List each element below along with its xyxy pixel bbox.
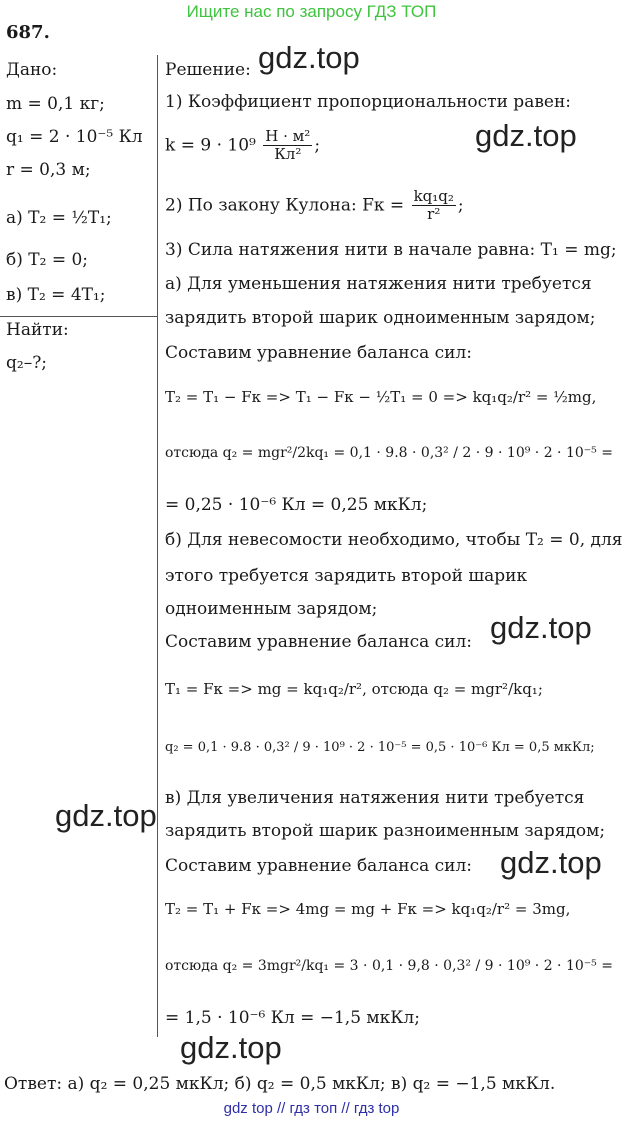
- given-item: в) T₂ = 4T₁;: [6, 285, 106, 305]
- problem-number: 687.: [6, 22, 50, 43]
- equation-line: T₂ = T₁ − Fк => T₁ − Fк − ½T₁ = 0 => kq₁q₂/r² = ½mg,: [165, 388, 597, 406]
- fraction-denominator: Кл²: [274, 145, 302, 164]
- equation-line: отсюда q₂ = 3mgr²/kq₁ = 3 · 0,1 · 9,8 · 0,3² / 9 · 10⁹ · 2 · 10⁻⁵ =: [165, 958, 613, 974]
- solution-line: = 0,25 · 10⁻⁶ Кл = 0,25 мкКл;: [165, 495, 428, 515]
- solution-line: зарядить второй шарик разноименным зарядом;: [165, 821, 606, 841]
- formula-part: ;: [457, 195, 464, 216]
- footer-links[interactable]: gdz top // гдз топ // гдз top: [223, 1100, 400, 1117]
- fraction-denominator: r²: [427, 205, 441, 224]
- solution-line: 3) Сила натяжения нити в начале равна: T₁ = mg;: [165, 240, 617, 260]
- unit-fraction: [263, 128, 312, 164]
- equation-line: отсюда q₂ = mgr²/2kq₁ = 0,1 · 9.8 · 0,3² / 2 · 9 · 10⁹ · 2 · 10⁻⁵ =: [165, 445, 613, 461]
- solution-line: Составим уравнение баланса сил:: [165, 856, 473, 876]
- fraction-numerator: Н · м²: [265, 127, 311, 145]
- solution-line: Составим уравнение баланса сил:: [165, 632, 473, 652]
- watermark: gdz.top: [55, 798, 157, 833]
- watermark: gdz.top: [500, 845, 602, 880]
- solution-title: Решение:: [165, 60, 251, 80]
- find-item: q₂–?;: [6, 353, 48, 373]
- equation-line: q₂ = 0,1 · 9.8 · 0,3² / 9 · 10⁹ · 2 · 10⁻⁵ = 0,5 · 10⁻⁶ Кл = 0,5 мкКл;: [165, 740, 595, 755]
- watermark: gdz.top: [180, 1030, 282, 1065]
- solution-line: 1) Коэффициент пропорциональности равен:: [165, 92, 572, 112]
- given-item: а) T₂ = ½T₁;: [6, 208, 112, 228]
- equation-line: T₂ = T₁ + Fк => 4mg = mg + Fк => kq₁q₂/r² = 3mg,: [165, 900, 571, 918]
- solution-line: б) Для невесомости необходимо, чтобы T₂ = 0, для: [165, 530, 623, 550]
- formula-part: k = 9 · 10⁹: [165, 135, 256, 156]
- given-item: б) T₂ = 0;: [6, 250, 89, 270]
- solution-line: этого требуется зарядить второй шарик: [165, 566, 528, 586]
- given-item: m = 0,1 кг;: [6, 94, 105, 114]
- watermark: gdz.top: [258, 40, 360, 75]
- find-title: Найти:: [6, 320, 69, 340]
- solution-line: зарядить второй шарик одноименным зарядом;: [165, 308, 596, 328]
- watermark: gdz.top: [490, 610, 592, 645]
- coulomb-formula: [165, 188, 464, 224]
- answer-line: Ответ: а) q₂ = 0,25 мкКл; б) q₂ = 0,5 мкКл; в) q₂ = −1,5 мкКл.: [4, 1074, 556, 1094]
- coulomb-fraction: [412, 188, 456, 224]
- solution-line: = 1,5 · 10⁻⁶ Кл = −1,5 мкКл;: [165, 1008, 420, 1028]
- fraction-numerator: kq₁q₂: [413, 187, 454, 205]
- given-item: r = 0,3 м;: [6, 160, 91, 180]
- solution-line: одноименным зарядом;: [165, 599, 378, 619]
- given-title: Дано:: [6, 60, 58, 80]
- solution-line: в) Для увеличения натяжения нити требуется: [165, 788, 585, 808]
- vertical-divider: [157, 55, 158, 1037]
- search-banner[interactable]: Ищите нас по запросу ГДЗ ТОП: [186, 2, 437, 21]
- solution-line: а) Для уменьшения натяжения нити требуется: [165, 274, 592, 294]
- formula-part: 2) По закону Кулона: Fк =: [165, 195, 405, 216]
- solution-line: Составим уравнение баланса сил:: [165, 343, 473, 363]
- equation-line: T₁ = Fк => mg = kq₁q₂/r², отсюда q₂ = mgr²/kq₁;: [165, 680, 543, 698]
- coefficient-formula: [165, 128, 320, 164]
- formula-part: ;: [314, 135, 321, 156]
- given-divider: [0, 316, 158, 317]
- given-item: q₁ = 2 · 10⁻⁵ Кл: [6, 127, 143, 147]
- watermark: gdz.top: [475, 118, 577, 153]
